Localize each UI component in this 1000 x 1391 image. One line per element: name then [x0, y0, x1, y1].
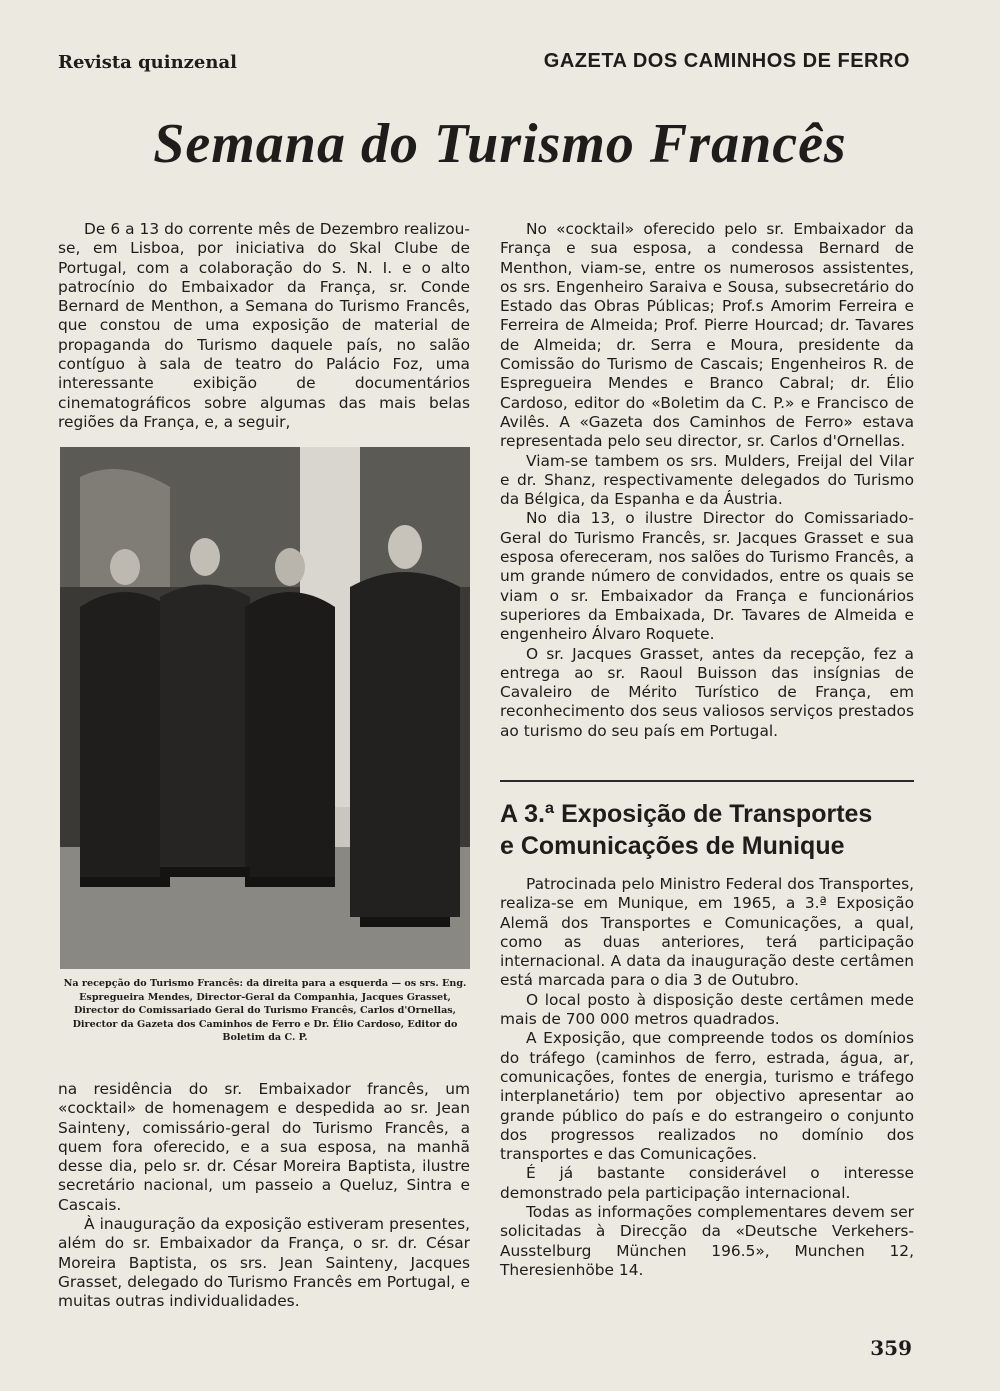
page-number: 359 — [870, 1336, 912, 1360]
article-column-right-top — [500, 220, 914, 741]
publication-title: GAZETA DOS CAMINHOS DE FERRO — [543, 50, 910, 72]
article-paragraph: Patrocinada pelo Ministro Federal dos Transportes, realiza-se em Munique, em 1965, a 3.ª Exposição Alemã dos Transportes e Comunicações, a qual, como as duas anteriores, terá participação internacional. A data da inauguração deste certâmen está marcada para o dia 3 de Outubro. — [500, 875, 914, 990]
article-paragraph: À inauguração da exposição estiveram presentes, além do sr. Embaixador da França, o sr. dr. César Moreira Baptista, os srs. Jean Sainteny, Jacques Grasset, delegado do Turismo Francês em Portugal, e muitas outras individualidades. — [58, 1215, 470, 1311]
article-paragraph: É já bastante considerável o interesse demonstrado pela participação internacional. — [500, 1164, 914, 1202]
reception-photo — [60, 447, 470, 969]
article-paragraph: A Exposição, que compreende todos os domínios do tráfego (caminhos de ferro, estrada, água, ar, comunicações, fontes de energia, turismo e tráfego interplanetário) tem por objectivo apresentar ao grande público do país e do estrangeiro o conjunto dos progressos realizados no domínio dos transportes e das Comunicações. — [500, 1029, 914, 1164]
article-paragraph: Todas as informações complementares devem ser solicitadas à Direcção da «Deutsche Verkehers-Ausstelburg München 196.5», Munchen 12, Theresienhöbe 14. — [500, 1203, 914, 1279]
article-paragraph: O local posto à disposição deste certâmen mede mais de 700 000 metros quadrados. — [500, 990, 914, 1029]
publication-frequency: Revista quinzenal — [58, 52, 237, 73]
reception-photo-image — [60, 447, 470, 969]
second-article-title — [500, 798, 920, 862]
article-paragraph: No dia 13, o ilustre Director do Comissariado-Geral do Turismo Francês, sr. Jacques Grasset e sua esposa ofereceram, nos salões do Turismo Francês, a um grande número de convidados, entre os quais se viam o sr. Embaixador da França e funcionários superiores da Embaixada, Dr. Tavares de Almeida e engenheiro Álvaro Roquete. — [500, 509, 914, 644]
section-divider — [500, 780, 914, 782]
article-column-left-top — [58, 220, 470, 432]
second-article-title-line: A 3.ª Exposição de Transportes — [500, 800, 873, 828]
article-column-left-bottom — [58, 1080, 470, 1312]
second-article-title-line: e Comunicações de Munique — [500, 832, 845, 860]
article-paragraph: O sr. Jacques Grasset, antes da recepção, fez a entrega ao sr. Raoul Buisson das insígnias de Cavaleiro de Mérito Turístico de França, em reconhecimento dos seus valiosos serviços prestados ao turismo do seu país em Portugal. — [500, 644, 914, 740]
article-paragraph: No «cocktail» oferecido pelo sr. Embaixador da França e sua esposa, a condessa Bernard de Menthon, viam-se, entre os numerosos assistentes, os srs. Engenheiro Saraiva e Sousa, subsecretário do Estado das Obras Públicas; Prof.s Amorim Ferreira e Ferreira de Almeida; Prof. Pierre Hourcad; dr. Tavares de Almeida; dr. Serra e Moura, presidente da Comissão do Turismo de Cascais; Engenheiros R. de Espregueira Mendes e Branco Cabral; dr. Élio Cardoso, editor do «Boletim da C. P.» e Francisco de Avilês. A «Gazeta dos Caminhos de Ferro» estava representada pelo seu director, sr. Carlos d'Ornellas. — [500, 220, 914, 451]
second-article-body — [500, 875, 914, 1280]
photo-caption: Na recepção do Turismo Francês: da direita para a esquerda — os srs. Eng. Espregueira Mendes, Director-Geral da Companhia, Jacques Grasset, Director do Comissariado Geral do Turismo Francês, Carlos d'Ornellas, Director da Gazeta dos Caminhos de Ferro e Dr. Élio Cardoso, Editor do Boletim da C. P. — [63, 978, 467, 1043]
article-paragraph: na residência do sr. Embaixador francês, um «cocktail» de homenagem e despedida ao sr. Jean Sainteny, comissário-geral do Turismo Francês, a quem fora oferecido, e a sua esposa, na manhã desse dia, pelo sr. dr. César Moreira Baptista, ilustre secretário nacional, um passeio a Queluz, Sintra e Cascais. — [58, 1080, 470, 1214]
article-paragraph: Viam-se tambem os srs. Mulders, Freijal del Vilar e dr. Shanz, respectivamente delegados do Turismo da Bélgica, da Espanha e da Áustria. — [500, 451, 914, 509]
article-paragraph: De 6 a 13 do corrente mês de Dezembro realizou-se, em Lisboa, por iniciativa do Skal Clube de Portugal, com a colaboração do S. N. I. e o alto patrocínio do Embaixador da França, sr. Conde Bernard de Menthon, a Semana do Turismo Francês, que constou de uma exposição de material de propaganda do Turismo daquele país, no salão contíguo à sala de teatro do Palácio Foz, uma interessante exibição de documentários cinematográficos sobre algumas das mais belas regiões da França, e, a seguir, — [58, 220, 470, 431]
article-title: Semana do Turismo Francês — [153, 113, 847, 175]
